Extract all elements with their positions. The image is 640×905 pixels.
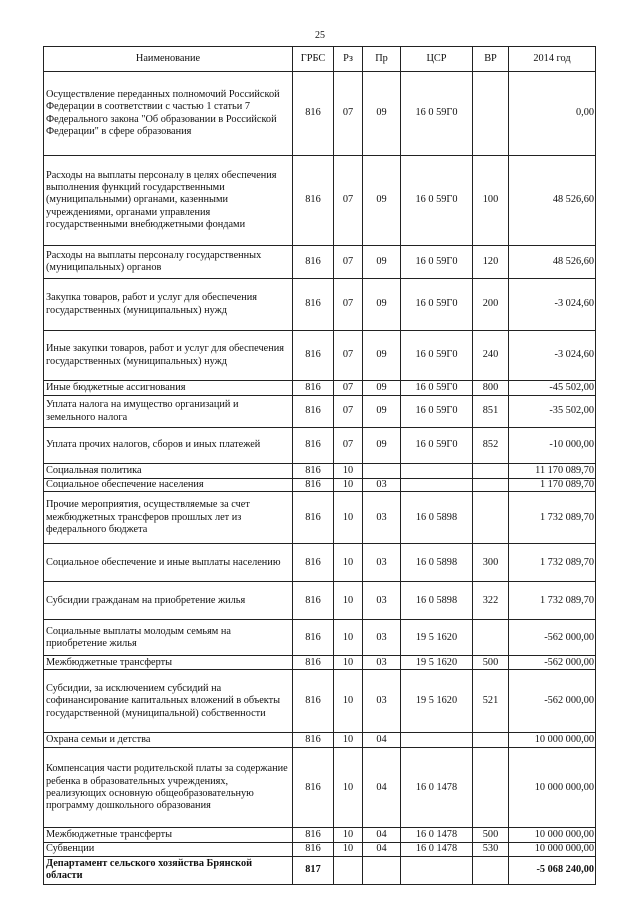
cell-amount: 10 000 000,00 bbox=[509, 733, 596, 748]
cell-name: Уплата налога на имущество организаций и земельного налога bbox=[44, 396, 293, 428]
cell-name: Иные закупки товаров, работ и услуг для обеспечения государственных (муниципальных) нужд bbox=[44, 331, 293, 381]
cell-name: Расходы на выплаты персоналу государственных (муниципальных) органов bbox=[44, 246, 293, 279]
cell-amount: 48 526,60 bbox=[509, 246, 596, 279]
cell-grbs: 816 bbox=[293, 733, 334, 748]
table-row bbox=[44, 246, 596, 279]
budget-table bbox=[43, 46, 596, 885]
table-row bbox=[44, 582, 596, 620]
cell-csr: 19 5 1620 bbox=[401, 670, 473, 733]
cell-grbs: 816 bbox=[293, 72, 334, 156]
cell-vr: 851 bbox=[473, 396, 509, 428]
cell-rz: 10 bbox=[334, 492, 363, 544]
header-rz: Рз bbox=[334, 47, 363, 72]
cell-pr: 09 bbox=[363, 72, 401, 156]
cell-amount: 1 732 089,70 bbox=[509, 582, 596, 620]
cell-grbs: 816 bbox=[293, 582, 334, 620]
table-row bbox=[44, 843, 596, 856]
cell-name: Субсидии, за исключением субсидий на софинансирование капитальных вложений в объекты государственной (муниципальной) собственности bbox=[44, 670, 293, 733]
cell-name: Департамент сельского хозяйства Брянской области bbox=[44, 856, 293, 884]
cell-rz: 07 bbox=[334, 396, 363, 428]
cell-amount: 10 000 000,00 bbox=[509, 843, 596, 856]
cell-grbs: 816 bbox=[293, 492, 334, 544]
cell-csr: 16 0 5898 bbox=[401, 492, 473, 544]
header-vr: ВР bbox=[473, 47, 509, 72]
header-pr: Пр bbox=[363, 47, 401, 72]
table-row bbox=[44, 828, 596, 843]
table-row bbox=[44, 733, 596, 748]
cell-pr: 03 bbox=[363, 479, 401, 492]
cell-csr bbox=[401, 464, 473, 479]
header-csr: ЦСР bbox=[401, 47, 473, 72]
cell-csr: 16 0 1478 bbox=[401, 748, 473, 828]
header-amount: 2014 год bbox=[509, 47, 596, 72]
cell-grbs: 816 bbox=[293, 428, 334, 464]
table-row bbox=[44, 544, 596, 582]
cell-csr: 16 0 59Г0 bbox=[401, 381, 473, 396]
cell-pr: 03 bbox=[363, 544, 401, 582]
cell-pr: 03 bbox=[363, 670, 401, 733]
cell-csr: 19 5 1620 bbox=[401, 620, 473, 656]
cell-rz: 10 bbox=[334, 828, 363, 843]
cell-grbs: 816 bbox=[293, 620, 334, 656]
table-row bbox=[44, 670, 596, 733]
cell-name: Уплата прочих налогов, сборов и иных платежей bbox=[44, 428, 293, 464]
cell-amount: -562 000,00 bbox=[509, 620, 596, 656]
cell-csr: 16 0 59Г0 bbox=[401, 331, 473, 381]
cell-name: Субвенции bbox=[44, 843, 293, 856]
cell-rz: 10 bbox=[334, 620, 363, 656]
cell-rz: 07 bbox=[334, 156, 363, 246]
cell-csr bbox=[401, 856, 473, 884]
header-name: Наименование bbox=[44, 47, 293, 72]
cell-csr: 16 0 5898 bbox=[401, 544, 473, 582]
cell-rz: 07 bbox=[334, 246, 363, 279]
cell-amount: 1 732 089,70 bbox=[509, 492, 596, 544]
cell-vr: 322 bbox=[473, 582, 509, 620]
cell-pr: 04 bbox=[363, 843, 401, 856]
cell-pr: 09 bbox=[363, 331, 401, 381]
table-row bbox=[44, 396, 596, 428]
cell-vr bbox=[473, 479, 509, 492]
table-row bbox=[44, 156, 596, 246]
cell-amount: 11 170 089,70 bbox=[509, 464, 596, 479]
table-row bbox=[44, 464, 596, 479]
cell-grbs: 816 bbox=[293, 246, 334, 279]
cell-csr: 19 5 1620 bbox=[401, 656, 473, 670]
cell-csr: 16 0 1478 bbox=[401, 843, 473, 856]
cell-vr: 240 bbox=[473, 331, 509, 381]
cell-grbs: 816 bbox=[293, 479, 334, 492]
cell-vr bbox=[473, 748, 509, 828]
table-row bbox=[44, 428, 596, 464]
cell-vr bbox=[473, 492, 509, 544]
cell-rz: 10 bbox=[334, 464, 363, 479]
cell-name: Закупка товаров, работ и услуг для обеспечения государственных (муниципальных) нужд bbox=[44, 279, 293, 331]
cell-grbs: 816 bbox=[293, 279, 334, 331]
cell-csr: 16 0 5898 bbox=[401, 582, 473, 620]
cell-pr: 09 bbox=[363, 156, 401, 246]
cell-pr: 04 bbox=[363, 733, 401, 748]
cell-amount: 48 526,60 bbox=[509, 156, 596, 246]
cell-vr bbox=[473, 464, 509, 479]
cell-vr: 800 bbox=[473, 381, 509, 396]
cell-grbs: 816 bbox=[293, 464, 334, 479]
cell-grbs: 816 bbox=[293, 544, 334, 582]
cell-name: Межбюджетные трансферты bbox=[44, 828, 293, 843]
cell-csr: 16 0 59Г0 bbox=[401, 246, 473, 279]
cell-amount: -5 068 240,00 bbox=[509, 856, 596, 884]
cell-vr bbox=[473, 620, 509, 656]
cell-grbs: 816 bbox=[293, 828, 334, 843]
cell-grbs: 817 bbox=[293, 856, 334, 884]
cell-pr: 09 bbox=[363, 428, 401, 464]
cell-amount: -3 024,60 bbox=[509, 279, 596, 331]
cell-rz: 10 bbox=[334, 656, 363, 670]
cell-rz: 10 bbox=[334, 733, 363, 748]
cell-amount: 10 000 000,00 bbox=[509, 828, 596, 843]
cell-pr: 09 bbox=[363, 381, 401, 396]
cell-csr: 16 0 59Г0 bbox=[401, 72, 473, 156]
cell-rz: 07 bbox=[334, 72, 363, 156]
cell-amount: -10 000,00 bbox=[509, 428, 596, 464]
cell-pr: 04 bbox=[363, 748, 401, 828]
cell-rz: 10 bbox=[334, 748, 363, 828]
cell-csr bbox=[401, 479, 473, 492]
cell-name: Социальное обеспечение и иные выплаты населению bbox=[44, 544, 293, 582]
cell-name: Межбюджетные трансферты bbox=[44, 656, 293, 670]
cell-pr: 09 bbox=[363, 246, 401, 279]
cell-pr bbox=[363, 856, 401, 884]
cell-grbs: 816 bbox=[293, 656, 334, 670]
cell-rz: 10 bbox=[334, 670, 363, 733]
cell-name: Социальная политика bbox=[44, 464, 293, 479]
cell-pr: 03 bbox=[363, 582, 401, 620]
cell-vr: 100 bbox=[473, 156, 509, 246]
cell-rz bbox=[334, 856, 363, 884]
cell-rz: 07 bbox=[334, 279, 363, 331]
cell-rz: 10 bbox=[334, 479, 363, 492]
cell-rz: 10 bbox=[334, 843, 363, 856]
cell-amount: -562 000,00 bbox=[509, 656, 596, 670]
table-row bbox=[44, 620, 596, 656]
cell-vr: 200 bbox=[473, 279, 509, 331]
cell-csr: 16 0 1478 bbox=[401, 828, 473, 843]
table-row bbox=[44, 492, 596, 544]
cell-name: Субсидии гражданам на приобретение жилья bbox=[44, 582, 293, 620]
cell-name: Социальное обеспечение населения bbox=[44, 479, 293, 492]
cell-vr bbox=[473, 856, 509, 884]
cell-csr: 16 0 59Г0 bbox=[401, 428, 473, 464]
cell-rz: 07 bbox=[334, 381, 363, 396]
cell-pr: 09 bbox=[363, 396, 401, 428]
cell-pr: 09 bbox=[363, 279, 401, 331]
table-row bbox=[44, 72, 596, 156]
cell-name: Компенсация части родительской платы за содержание ребенка в образовательных учреждениях, реализующих основную общеобразовательную программу дошкольного образования bbox=[44, 748, 293, 828]
cell-name: Прочие мероприятия, осуществляемые за счет межбюджетных трансферов прошлых лет из федерального бюджета bbox=[44, 492, 293, 544]
cell-grbs: 816 bbox=[293, 843, 334, 856]
table-row bbox=[44, 381, 596, 396]
cell-pr: 03 bbox=[363, 656, 401, 670]
cell-rz: 10 bbox=[334, 544, 363, 582]
cell-pr: 03 bbox=[363, 492, 401, 544]
cell-grbs: 816 bbox=[293, 670, 334, 733]
cell-amount: 1 732 089,70 bbox=[509, 544, 596, 582]
cell-vr: 300 bbox=[473, 544, 509, 582]
cell-name: Охрана семьи и детства bbox=[44, 733, 293, 748]
cell-vr: 852 bbox=[473, 428, 509, 464]
cell-amount: -35 502,00 bbox=[509, 396, 596, 428]
table-row bbox=[44, 279, 596, 331]
cell-csr: 16 0 59Г0 bbox=[401, 396, 473, 428]
cell-vr bbox=[473, 72, 509, 156]
cell-csr: 16 0 59Г0 bbox=[401, 156, 473, 246]
cell-vr: 521 bbox=[473, 670, 509, 733]
header-grbs: ГРБС bbox=[293, 47, 334, 72]
cell-csr bbox=[401, 733, 473, 748]
cell-csr: 16 0 59Г0 bbox=[401, 279, 473, 331]
cell-vr: 530 bbox=[473, 843, 509, 856]
cell-rz: 07 bbox=[334, 331, 363, 381]
cell-grbs: 816 bbox=[293, 396, 334, 428]
cell-rz: 10 bbox=[334, 582, 363, 620]
cell-vr: 500 bbox=[473, 656, 509, 670]
cell-grbs: 816 bbox=[293, 331, 334, 381]
cell-name: Социальные выплаты молодым семьям на приобретение жилья bbox=[44, 620, 293, 656]
cell-pr bbox=[363, 464, 401, 479]
table-row bbox=[44, 331, 596, 381]
table-row bbox=[44, 479, 596, 492]
table-row bbox=[44, 856, 596, 884]
cell-vr: 500 bbox=[473, 828, 509, 843]
table-row bbox=[44, 748, 596, 828]
cell-rz: 07 bbox=[334, 428, 363, 464]
cell-grbs: 816 bbox=[293, 748, 334, 828]
cell-grbs: 816 bbox=[293, 381, 334, 396]
cell-amount: -562 000,00 bbox=[509, 670, 596, 733]
cell-amount: 0,00 bbox=[509, 72, 596, 156]
cell-vr bbox=[473, 733, 509, 748]
cell-vr: 120 bbox=[473, 246, 509, 279]
cell-name: Осуществление переданных полномочий Российской Федерации в соответствии с частью 1 статьи 7 Федерального закона "Об образовании в Российской Федерации" в сфере образования bbox=[44, 72, 293, 156]
cell-name: Расходы на выплаты персоналу в целях обеспечения выполнения функций государственными (муниципальными) органами, казенными учреждениями, органами управления государственными внебюджетными фондами bbox=[44, 156, 293, 246]
cell-amount: 10 000 000,00 bbox=[509, 748, 596, 828]
page-number: 25 bbox=[315, 30, 325, 41]
cell-amount: -45 502,00 bbox=[509, 381, 596, 396]
cell-pr: 03 bbox=[363, 620, 401, 656]
cell-amount: -3 024,60 bbox=[509, 331, 596, 381]
cell-pr: 04 bbox=[363, 828, 401, 843]
cell-name: Иные бюджетные ассигнования bbox=[44, 381, 293, 396]
cell-grbs: 816 bbox=[293, 156, 334, 246]
table-row bbox=[44, 656, 596, 670]
cell-amount: 1 170 089,70 bbox=[509, 479, 596, 492]
header-row bbox=[44, 47, 596, 72]
